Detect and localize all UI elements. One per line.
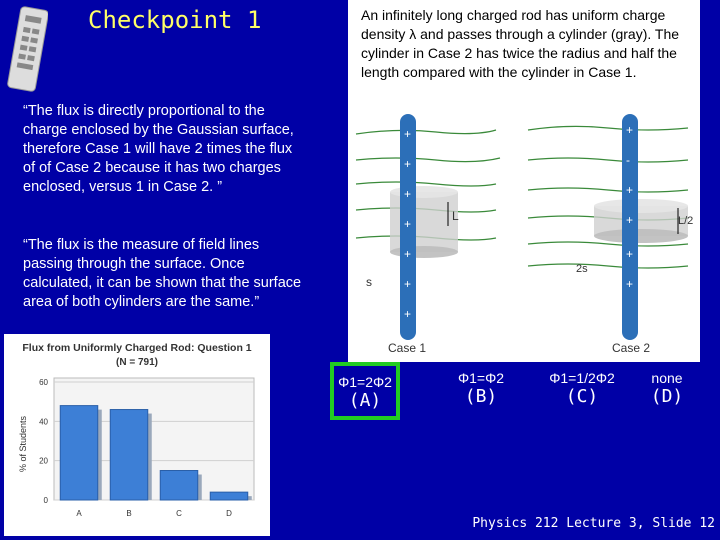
- bar-c: [160, 471, 198, 501]
- slide-footer: Physics 212 Lecture 3, Slide 12: [472, 516, 715, 531]
- case2-label: Case 2: [612, 341, 651, 355]
- svg-text:+: +: [626, 247, 634, 261]
- clicker-remote-icon: [6, 6, 48, 92]
- cylinder-figure: [348, 114, 700, 362]
- svg-text:-: -: [626, 153, 630, 167]
- svg-text:+: +: [404, 217, 412, 231]
- results-histogram: [4, 334, 270, 536]
- length-label-case2: L/2: [678, 215, 694, 227]
- y-tick-label: 0: [43, 496, 48, 505]
- chart-title: Flux from Uniformly Charged Rod: Question 1: [22, 342, 252, 354]
- answer-b-formula: Φ1=Φ2: [457, 370, 505, 386]
- radius-label-case2: 2s: [576, 263, 588, 275]
- y-tick-label: 60: [39, 378, 48, 387]
- case1-label: Case 1: [388, 341, 427, 355]
- svg-text:+: +: [404, 307, 412, 321]
- answer-option-c[interactable]: [532, 370, 632, 407]
- svg-text:+: +: [404, 277, 412, 291]
- bar-b: [110, 410, 148, 500]
- answer-d-formula: none: [651, 370, 683, 386]
- x-tick-label: D: [226, 509, 232, 518]
- answer-c-letter: (C): [565, 386, 599, 407]
- svg-text:+: +: [404, 187, 412, 201]
- question-text: An infinitely long charged rod has uniform charge density λ and passes through a cylinder (gray). The cylinder in Case 2 has twice the radius and half the length compared with the cylinder in Case 1.: [361, 7, 680, 80]
- chart-subtitle: (N = 791): [116, 357, 158, 368]
- x-tick-label: A: [76, 509, 82, 518]
- length-label-case1: L: [452, 209, 459, 223]
- y-axis-label: % of Students: [18, 415, 28, 473]
- svg-text:+: +: [404, 157, 412, 171]
- answer-a-letter: (A): [348, 390, 382, 411]
- svg-text:+: +: [404, 127, 412, 141]
- x-tick-label: C: [176, 509, 182, 518]
- answer-option-d[interactable]: [636, 370, 698, 407]
- answer-option-a[interactable]: [330, 362, 400, 420]
- svg-text:+: +: [626, 213, 634, 227]
- answer-c-formula: Φ1=1/2Φ2: [549, 370, 615, 386]
- charged-rod-case2: [622, 114, 638, 340]
- y-tick-label: 40: [39, 417, 48, 427]
- bar-d: [210, 492, 248, 500]
- slide-title: Checkpoint 1: [88, 6, 262, 34]
- x-tick-label: B: [126, 509, 132, 518]
- answer-b-letter: (B): [464, 386, 498, 407]
- student-quote-1: “The flux is directly proportional to the charge enclosed by the Gaussian surface, therefore Case 1 will have 2 times the flux of of Case 2 because it has two charges enclosed, versus 1 in Case 2. ”: [23, 103, 294, 195]
- radius-label-case1: s: [366, 275, 372, 289]
- svg-text:+: +: [404, 247, 412, 261]
- svg-text:+: +: [626, 183, 634, 197]
- answer-d-letter: (D): [650, 386, 684, 407]
- svg-text:+: +: [626, 277, 634, 291]
- svg-text:+: +: [626, 123, 634, 137]
- answer-option-b[interactable]: [436, 370, 526, 407]
- student-quote-2: “The flux is the measure of field lines passing through the surface. Once calculated, it can be shown that the surface area of both cylinders are the same.”: [23, 237, 302, 310]
- y-tick-label: 20: [39, 456, 48, 466]
- answer-a-formula: Φ1=2Φ2: [338, 374, 392, 390]
- bar-a: [60, 406, 98, 500]
